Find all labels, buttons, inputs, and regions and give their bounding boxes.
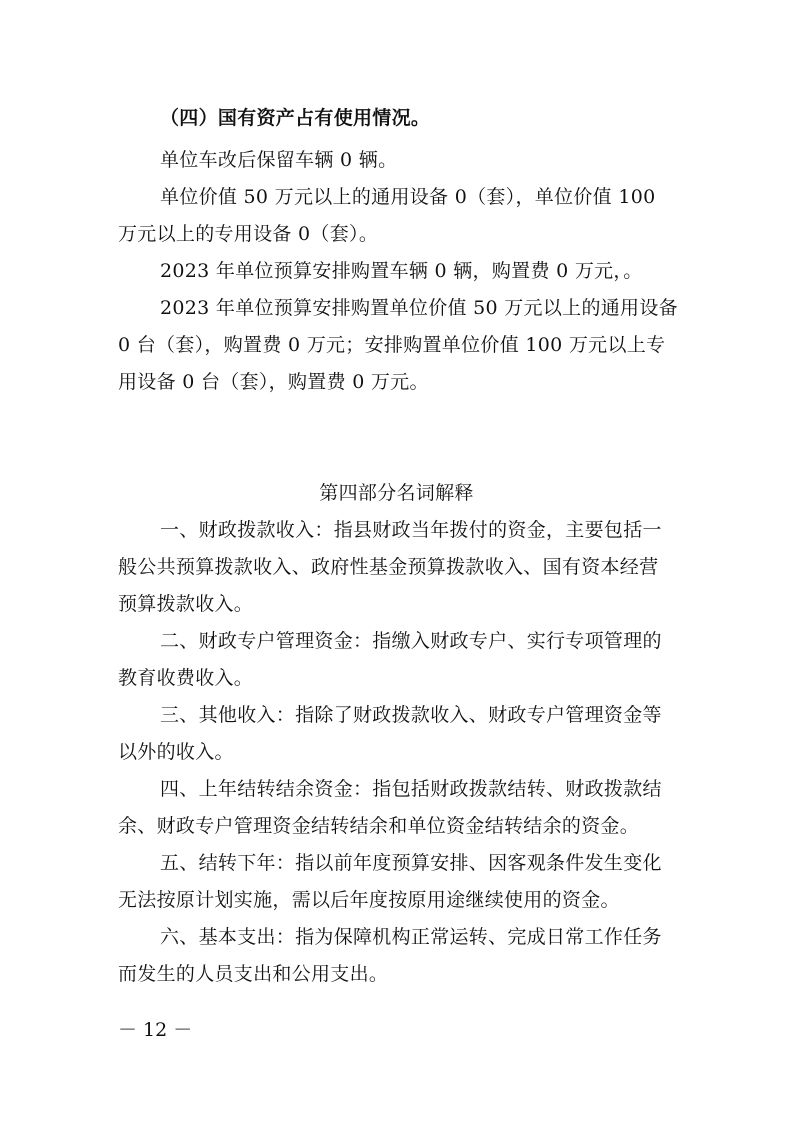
paragraph-line: 0 台（套），购置费 0 万元；安排购置单位价值 100 万元以上专 — [118, 334, 666, 356]
paragraph-line: 2023 年单位预算安排购置单位价值 50 万元以上的通用设备 — [160, 297, 678, 319]
definition-line: 一、财政拨款收入：指县财政当年拨付的资金，主要包括一 — [160, 519, 662, 541]
page-number: － 12 － — [118, 1019, 193, 1041]
paragraph-line: 单位车改后保留车辆 0 辆。 — [160, 149, 398, 171]
definition-line: 三、其他收入：指除了财政拨款收入、财政专户管理资金等 — [160, 704, 662, 726]
definition-line: 般公共预算拨款收入、政府性基金预算拨款收入、国有资本经营 — [118, 556, 659, 578]
definition-line: 教育收费收入。 — [118, 667, 254, 689]
paragraph-line: 用设备 0 台（套），购置费 0 万元。 — [118, 371, 429, 393]
definition-line: 而发生的人员支出和公用支出。 — [118, 963, 389, 985]
definition-line: 余、财政专户管理资金结转结余和单位资金结转结余的资金。 — [118, 815, 640, 837]
definition-line: 二、财政专户管理资金：指缴入财政专户、实行专项管理的 — [160, 630, 662, 652]
part-title: 第四部分名词解释 — [319, 482, 474, 504]
paragraph-line: 2023 年单位预算安排购置车辆 0 辆，购置费 0 万元，。 — [160, 260, 643, 282]
definition-line: 六、基本支出：指为保障机构正常运转、完成日常工作任务 — [160, 926, 662, 948]
definition-line: 预算拨款收入。 — [118, 593, 254, 615]
paragraph-line: 万元以上的专用设备 0（套）。 — [118, 223, 379, 245]
definition-line: 四、上年结转结余资金：指包括财政拨款结转、财政拨款结 — [160, 778, 662, 800]
definition-line: 无法按原计划实施，需以后年度按原用途继续使用的资金。 — [118, 889, 620, 911]
paragraph-line: 单位价值 50 万元以上的通用设备 0（套），单位价值 100 — [160, 186, 656, 208]
definition-line: 五、结转下年：指以前年度预算安排、因客观条件发生变化 — [160, 852, 662, 874]
section-heading: （四）国有资产占有使用情况。 — [160, 107, 431, 129]
definition-line: 以外的收入。 — [118, 741, 234, 763]
